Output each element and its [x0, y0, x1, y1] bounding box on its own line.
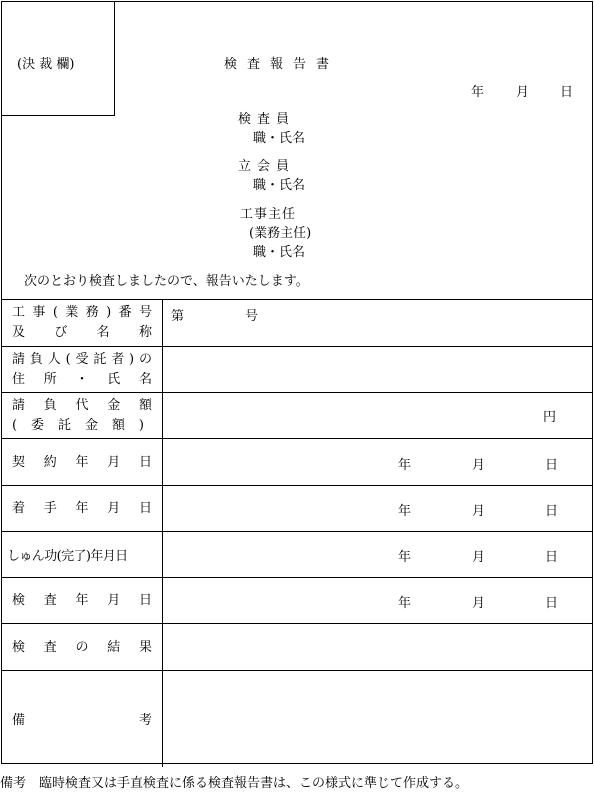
- inspection-date-year: 年: [398, 596, 412, 611]
- project-value-cell[interactable]: [163, 300, 592, 346]
- contractor-value-cell[interactable]: [163, 347, 592, 392]
- site-manager-alt-label: (業務主任): [249, 226, 312, 241]
- contract-date-year: 年: [398, 458, 412, 473]
- amount-value-cell[interactable]: [163, 393, 592, 438]
- amount-label-cell: [2, 393, 163, 438]
- table-row-project: [2, 300, 592, 347]
- inspection-date-value-cell[interactable]: [163, 578, 592, 623]
- inspector-name-label: 職・氏名: [253, 131, 306, 146]
- completion-date-label: しゅん功(完了)年月日: [7, 549, 128, 564]
- project-label-line2: 及び名称: [12, 325, 152, 340]
- start-date-month: 月: [472, 504, 486, 519]
- report-date-day: 日: [560, 85, 574, 100]
- table-row-remarks: [2, 671, 592, 767]
- remarks-label-right: 考: [139, 713, 153, 728]
- start-date-label-cell: [2, 486, 163, 531]
- completion-date-value-cell[interactable]: [163, 532, 592, 577]
- amount-label-line1: 請負代金額: [12, 398, 152, 413]
- witness-name-label: 職・氏名: [253, 178, 306, 193]
- result-label: 検査の結果: [12, 640, 152, 655]
- site-manager-label: 工事主任: [240, 207, 297, 222]
- contract-date-label-cell: [2, 439, 163, 485]
- inspection-date-day: 日: [545, 596, 559, 611]
- table-row-contract-date: [2, 439, 592, 486]
- remarks-value-cell[interactable]: [163, 671, 592, 767]
- project-label-cell: [2, 300, 163, 346]
- result-value-cell[interactable]: [163, 624, 592, 670]
- table-row-completion-date: [2, 532, 592, 578]
- result-label-cell: [2, 624, 163, 670]
- amount-label-line2: (委託金額): [12, 418, 144, 433]
- start-date-value-cell[interactable]: [163, 486, 592, 531]
- start-date-day: 日: [545, 504, 559, 519]
- completion-date-month: 月: [472, 550, 486, 565]
- start-date-year: 年: [398, 504, 412, 519]
- table-row-result: [2, 624, 592, 671]
- amount-unit: 円: [543, 410, 557, 425]
- completion-date-label-cell: [2, 532, 163, 577]
- table-row-start-date: [2, 486, 592, 532]
- table-row-amount: [2, 393, 592, 439]
- contract-date-day: 日: [545, 458, 559, 473]
- contractor-label-line1: 請負人(受託者)の: [12, 352, 152, 367]
- completion-date-day: 日: [545, 550, 559, 565]
- contract-date-month: 月: [472, 458, 486, 473]
- approval-box-label: (決 裁 欄): [17, 57, 75, 72]
- contractor-label-line2: 住所・氏名: [12, 372, 152, 387]
- project-number-suffix: 号: [245, 309, 259, 324]
- witness-label: 立会員: [238, 159, 296, 174]
- inspection-date-label: 検査年月日: [12, 593, 152, 608]
- project-label-line1: 工事(業務)番号: [12, 305, 152, 320]
- table-row-inspection-date: [2, 578, 592, 624]
- project-number-prefix: 第: [171, 309, 185, 324]
- contract-date-value-cell[interactable]: [163, 439, 592, 485]
- approval-box: [2, 2, 115, 116]
- contractor-label-cell: [2, 347, 163, 392]
- inspector-label: 検査員: [238, 112, 296, 127]
- completion-date-year: 年: [398, 550, 412, 565]
- intro-text: 次のとおり検査しましたので、報告いたします。: [24, 274, 309, 289]
- inspection-date-label-cell: [2, 578, 163, 623]
- report-date-year: 年: [471, 85, 485, 100]
- footnote: 備考 臨時検査又は手直検査に係る検査報告書は、この様式に準じて作成する。: [0, 776, 469, 791]
- remarks-label-left: 備: [12, 713, 26, 728]
- remarks-label-cell: [2, 671, 163, 767]
- contract-date-label: 契約年月日: [12, 455, 152, 470]
- start-date-label: 着手年月日: [12, 501, 152, 516]
- site-manager-name-label: 職・氏名: [253, 245, 306, 260]
- table-row-contractor: [2, 347, 592, 393]
- report-form: [1, 1, 593, 764]
- document-title: 検査報告書: [224, 57, 340, 72]
- inspection-date-month: 月: [472, 596, 486, 611]
- report-table: [2, 299, 592, 767]
- report-date-month: 月: [516, 85, 530, 100]
